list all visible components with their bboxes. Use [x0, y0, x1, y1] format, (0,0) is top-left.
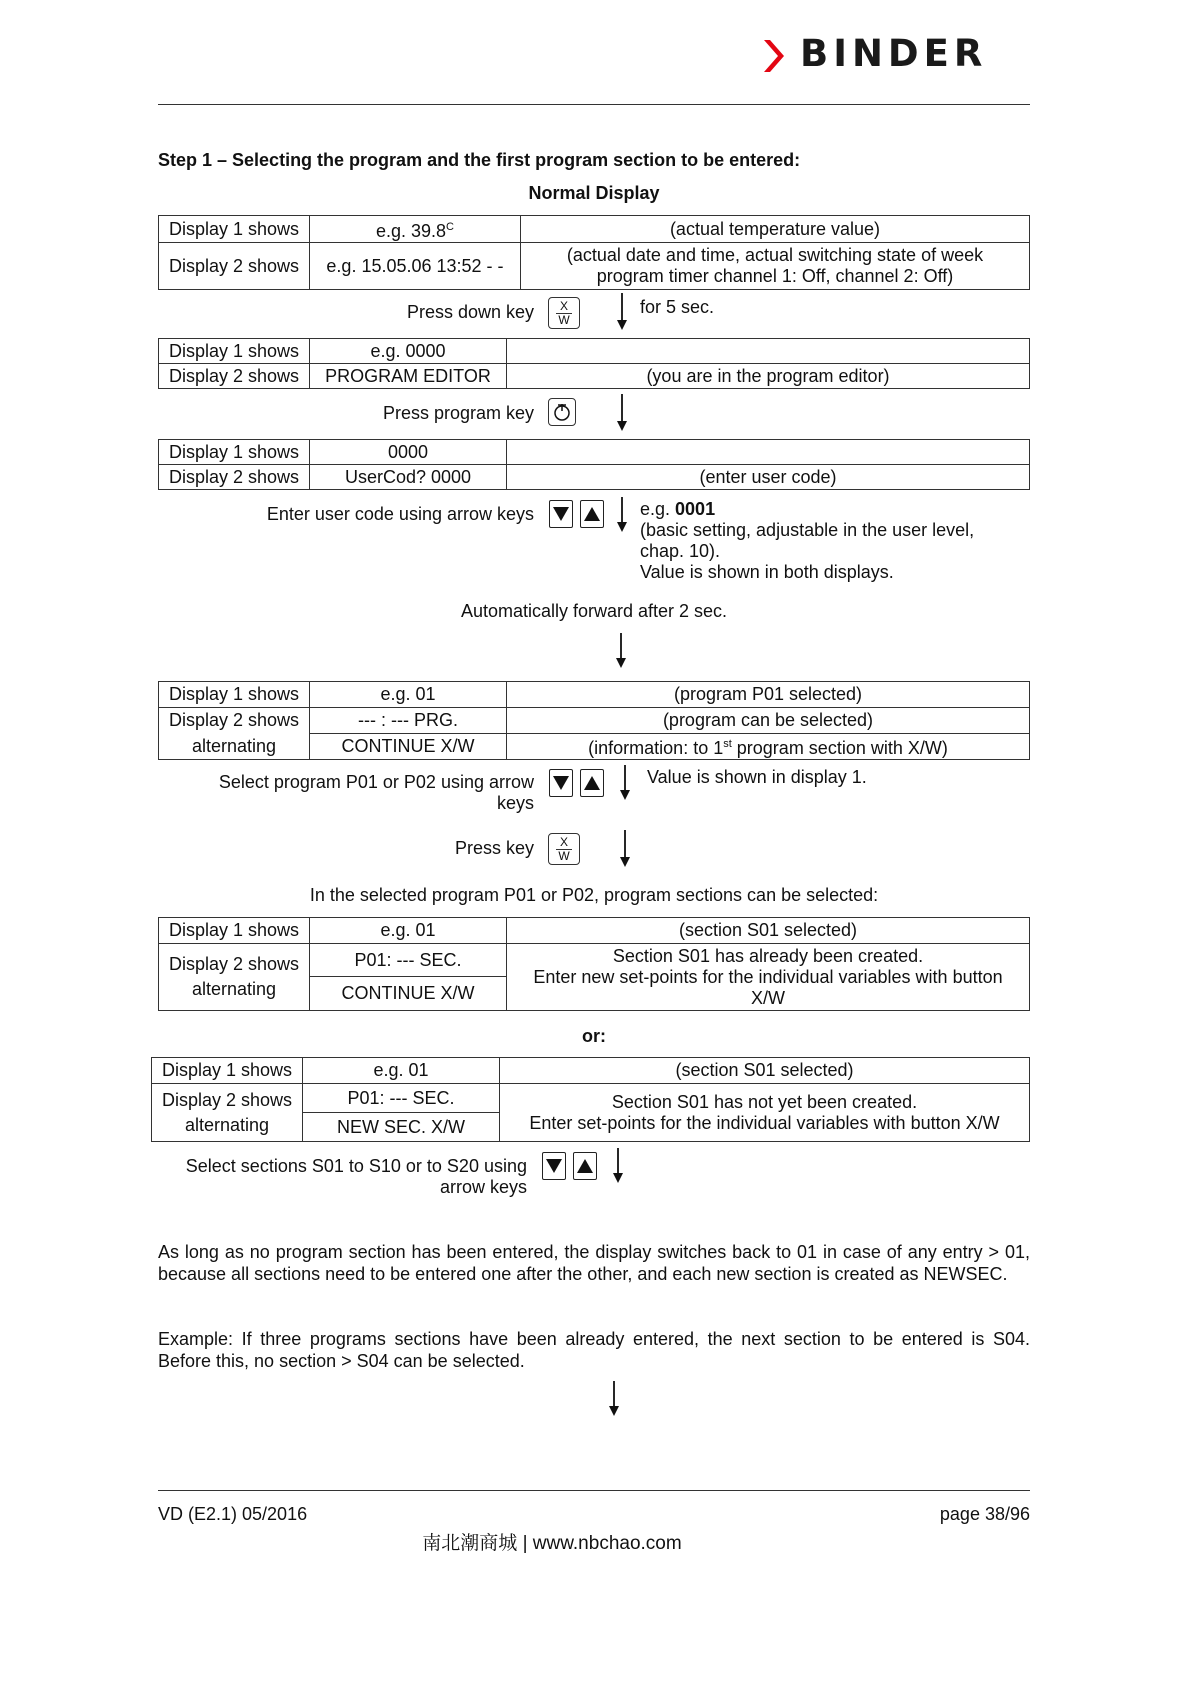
page-number: page 38/96 — [939, 1504, 1030, 1524]
triangle-up-icon — [583, 506, 601, 522]
section-created-table — [158, 917, 1030, 1011]
section-new-table — [151, 1057, 1030, 1142]
table-row: Display 2 shows P01: --- SEC. Section S01 has already been created. Enter new set-points for the individual variables with button X/W — [159, 944, 1030, 977]
triangle-up-icon — [583, 775, 601, 791]
sections-select-text: In the selected program P01 or P02, program sections can be selected: — [309, 885, 879, 905]
footer-divider — [158, 1490, 1030, 1491]
table-row: Display 2 shows e.g. 15.05.06 13:52 - - (actual date and time, actual switching state of week program timer channel 1: Off, channel 2: Off) — [159, 243, 1030, 290]
press-program-key-label: Press program key — [382, 403, 534, 423]
table-row: Display 2 shows PROGRAM EDITOR (you are in the program editor) — [159, 364, 1030, 389]
table-row: Display 2 shows UserCod? 0000 (enter user code) — [159, 465, 1030, 490]
arrow-down-key-button[interactable] — [549, 769, 573, 797]
arrow-down-key-button[interactable] — [549, 500, 573, 528]
or-label: or: — [582, 1026, 606, 1046]
normal-display-table — [158, 215, 1030, 290]
newsec-explanation: As long as no program section has been entered, the display switches back to 01 in case of any entry > 01, because all sections need to be entered one after the other, and each new section is created as NEWSEC. — [158, 1242, 1030, 1284]
arrow-down-icon — [616, 293, 628, 331]
table-row: Display 2 shows --- : --- PRG. (program can be selected) — [159, 708, 1030, 734]
select-program-label: Select program P01 or P02 using arrow keys — [218, 772, 534, 813]
program-key-button[interactable] — [548, 398, 576, 426]
arrow-up-key-button[interactable] — [580, 500, 604, 528]
step-heading: Step 1 – Selecting the program and the first program section to be entered: — [158, 150, 801, 170]
table-row: alternating CONTINUE X/W — [159, 977, 1030, 1011]
arrow-up-key-button[interactable] — [580, 769, 604, 797]
user-code-note: e.g. 0001 (basic setting, adjustable in the user level, chap. 10). Value is shown in both displays. — [640, 499, 975, 582]
document-version: VD (E2.1) 05/2016 — [158, 1504, 308, 1524]
select-sections-label: Select sections S01 to S10 or to S20 using arrow keys — [185, 1156, 527, 1197]
normal-display-label: Normal Display — [528, 183, 660, 203]
program-select-table — [158, 681, 1030, 760]
auto-forward-text: Automatically forward after 2 sec. — [460, 601, 728, 621]
arrow-down-icon — [615, 633, 627, 669]
program-editor-table — [158, 338, 1030, 389]
press-key-label: Press key — [454, 838, 534, 858]
table-row: Display 1 shows e.g. 01 (section S01 selected) — [152, 1058, 1030, 1084]
arrow-down-icon — [616, 394, 628, 432]
table-row: Display 2 shows P01: --- SEC. Section S01 has not yet been created. Enter set-points for the individual variables with button X/W — [152, 1084, 1030, 1113]
arrow-down-key-button[interactable] — [542, 1152, 566, 1180]
brand-name: BINDER — [800, 32, 988, 75]
table-row: Display 1 shows 0000 — [159, 440, 1030, 465]
arrow-up-key-button[interactable] — [573, 1152, 597, 1180]
xw-key-button[interactable]: X W — [548, 833, 580, 865]
hold-duration-note: for 5 sec. — [640, 297, 715, 317]
section-example: Example: If three programs sections have been already entered, the next section to be entered is S04. Before this, no section > S04 can be selected. — [158, 1329, 1030, 1371]
binder-logo — [762, 32, 1032, 76]
xw-key-button[interactable]: X W — [548, 297, 580, 329]
table-row: alternating CONTINUE X/W (information: to 1st program section with X/W) — [159, 734, 1030, 760]
triangle-down-icon — [552, 775, 570, 791]
program-clock-icon — [552, 402, 572, 422]
triangle-down-icon — [545, 1158, 563, 1174]
table-row: alternating NEW SEC. X/W — [152, 1113, 1030, 1142]
user-code-table — [158, 439, 1030, 490]
table-row: Display 1 shows e.g. 01 (section S01 selected) — [159, 918, 1030, 944]
arrow-down-icon — [612, 1148, 624, 1184]
table-row: Display 1 shows e.g. 0000 — [159, 339, 1030, 364]
header-divider — [158, 104, 1030, 105]
arrow-down-icon — [608, 1381, 620, 1417]
table-row: Display 1 shows e.g. 01 (program P01 selected) — [159, 682, 1030, 708]
triangle-down-icon — [552, 506, 570, 522]
watermark-text: 南北潮商城 | www.nbchao.com — [422, 1533, 682, 1554]
arrow-down-icon — [619, 830, 631, 868]
press-down-key-label: Press down key — [406, 302, 534, 322]
arrow-down-icon — [616, 497, 628, 533]
arrow-down-icon — [619, 765, 631, 801]
enter-user-code-label: Enter user code using arrow keys — [266, 504, 534, 524]
binder-mark-icon — [762, 38, 792, 74]
table-row: Display 1 shows e.g. $39.8^C$ (actual temperature value) — [159, 216, 1030, 243]
program-value-note: Value is shown in display 1. — [647, 767, 867, 787]
triangle-up-icon — [576, 1158, 594, 1174]
